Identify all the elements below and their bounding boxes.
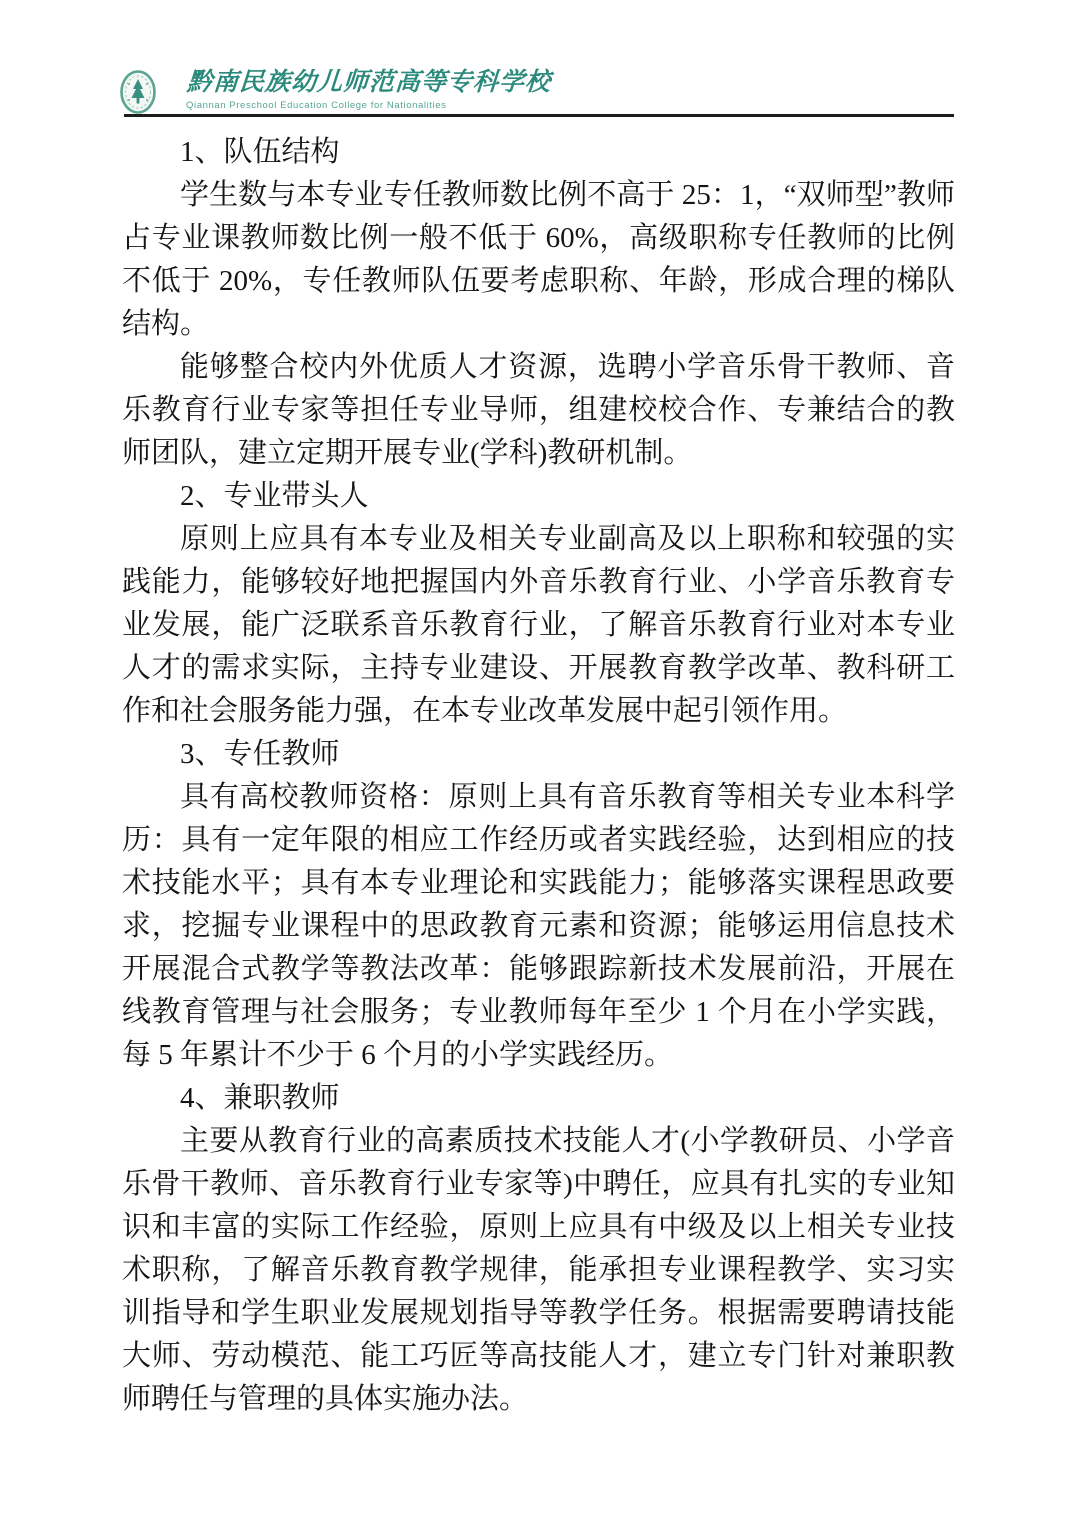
paragraph: 具有高校教师资格：原则上具有音乐教育等相关专业本科学历：具有一定年限的相应工作经历或者实践经验，达到相应的技术技能水平；具有本专业理论和实践能力；能够落实课程思政要求，挖掘专业课程中的思政教育元素和资源；能够运用信息技术开展混合式教学等教法改革：能够跟踪新技术发展前沿，开展在线教育管理与社会服务；专业教师每年至少 1 个月在小学实践，每 5 年累计不少于 6 个月的小学实践经历。 bbox=[122, 781, 955, 1071]
paragraph: 原则上应具有本专业及相关专业副高及以上职称和较强的实践能力，能够较好地把握国内外音乐教育行业、小学音乐教育专业发展，能广泛联系音乐教育行业，了解音乐教育行业对本专业人才的需求实际，主持专业建设、开展教育教学改革、教科研工作和社会服务能力强，在本专业改革发展中起引领作用。 bbox=[122, 523, 955, 727]
document-body bbox=[122, 131, 955, 1421]
section-heading: 2、专业带头人 bbox=[180, 480, 369, 512]
section-heading: 4、兼职教师 bbox=[180, 1082, 340, 1114]
college-seal-icon bbox=[119, 69, 157, 115]
section-heading: 3、专任教师 bbox=[180, 738, 340, 770]
paragraph: 能够整合校内外优质人才资源，选聘小学音乐骨干教师、音乐教育行业专家等担任专业导师，组建校校合作、专兼结合的教师团队，建立定期开展专业(学科)教研机制。 bbox=[122, 351, 955, 469]
header-divider bbox=[124, 114, 954, 117]
paragraph: 主要从教育行业的高素质技术技能人才(小学教研员、小学音乐骨干教师、音乐教育行业专家等)中聘任，应具有扎实的专业知识和丰富的实际工作经验，原则上应具有中级及以上相关专业技术职称，了解音乐教育教学规律，能承担专业课程教学、实习实训指导和学生职业发展规划指导等教学任务。根据需要聘请技能大师、劳动模范、能工巧匠等高技能人才，建立专门针对兼职教师聘任与管理的具体实施办法。 bbox=[122, 1125, 955, 1415]
section-heading: 1、队伍结构 bbox=[180, 136, 340, 168]
college-name-english: Qiannan Preschool Education College for Nationalities bbox=[186, 100, 447, 111]
college-name-block bbox=[186, 69, 550, 111]
college-name-chinese: 黔南民族幼儿师范高等专科学校 bbox=[186, 69, 552, 96]
paragraph: 学生数与本专业专任教师数比例不高于 25：1，“双师型”教师占专业课教师数比例一般不低于 60%，高级职称专任教师的比例不低于 20%，专任教师队伍要考虑职称、年龄，形成合理的梯队结构。 bbox=[122, 179, 955, 340]
